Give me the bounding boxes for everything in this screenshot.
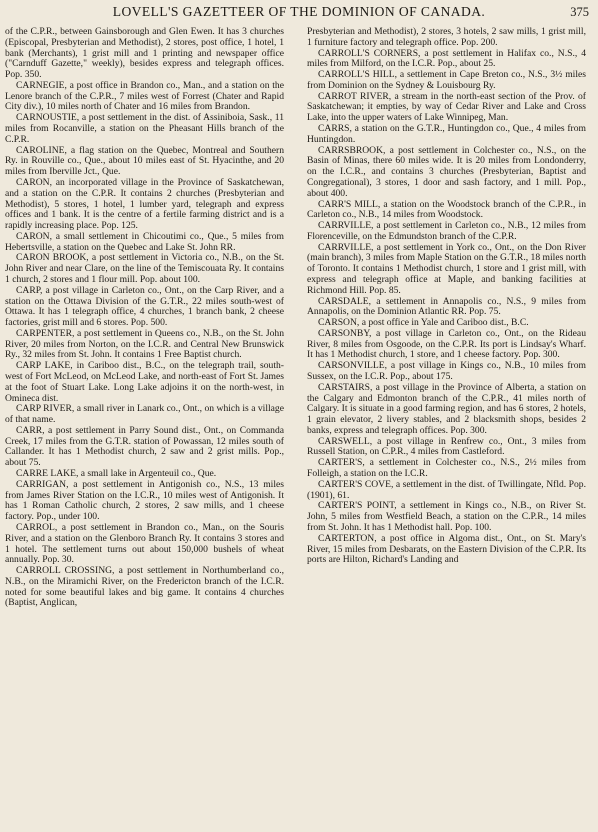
- gazetteer-entry: CARSONBY, a post village in Carleton co., Ont., on the Rideau River, 8 miles from Osgoode, on the C.P.R. Its port is Lindsay's Wharf. It has 1 Methodist church, 1 store, and 1 cheese factory. Pop. 300.: [307, 327, 586, 361]
- gazetteer-entry: CARROT RIVER, a stream in the north-east section of the Prov. of Saskatchewan; it empties, by way of Cedar River and Lake and Cross Lake, into the upper waters of Lake Winnipeg, Man.: [307, 90, 586, 124]
- gazetteer-entry: CARNOUSTIE, a post settlement in the dist. of Assiniboia, Sask., 11 miles from Rocanville, a station on the Pheasant Hills branch of the C.P.R.: [5, 112, 284, 145]
- gazetteer-entry: CARSON, a post office in Yale and Cariboo dist., B.C.: [318, 317, 529, 329]
- gazetteer-entry: CARTER'S POINT, a settlement in Kings co., N.B., on River St. John, 5 miles from Westfield Beach, a station on the C.P.R., 14 miles from St. John. It has 1 Methodist hall. Pop. 100.: [307, 500, 586, 533]
- gazetteer-entry: CARTERTON, a post office in Algoma dist., Ont., on St. Mary's River, 15 miles from Desbarats, on the Eastern Division of the C.P.R. Its ports are Hilton, Richard's Landing and: [307, 532, 586, 566]
- gazetteer-entry: of the C.P.R., between Gainsborough and Glen Ewen. It has 3 churches (Episcopal, Presbyterian and Methodist), 2 stores, post office, 1 hotel, 1 bank (Merchants), 1 grist mill and 1 printing and newspaper office ("Carnduff Gazette," weekly), besides express and telegraph offices. Pop. 350.: [5, 27, 284, 81]
- gazetteer-entry: CARRE LAKE, a small lake in Argenteuil co., Que.: [16, 468, 217, 480]
- gazetteer-entry: CARON, an incorporated village in the Province of Saskatchewan, and a station on the C.P.R. It contains 2 churches (Presbyterian and Methodist), 5 stores, 1 hotel, 1 lumber yard, telegraph and express offices and 1 bank. It is the centre of a fertile farming district and is a rapidly increasing place. Pop. 125.: [5, 176, 284, 232]
- gazetteer-entry: CARRSBROOK, a post settlement in Colchester co., N.S., on the Basin of Minas, there 60 miles wide. It is 20 miles from Londonderry, on the I.C.R., and contains 3 churches (Presbyterian, Baptist and Congregational), 3 stores, 1 door and sash factory, and 1 mill. Pop., about 400.: [307, 144, 586, 199]
- page-number: 375: [570, 5, 589, 19]
- right-column: [307, 27, 586, 827]
- gazetteer-entry: CARR, a post settlement in Parry Sound dist., Ont., on Commanda Creek, 17 miles from the G.T.R. station of Powassan, 12 miles south of Callander. It has 1 Methodist church, 2 saw and 2 grist mills. Pop., about 75.: [5, 424, 284, 469]
- gazetteer-entry: CARP RIVER, a small river in Lanark co., Ont., on which is a village of that name.: [5, 403, 284, 426]
- gazetteer-entry: CARRVILLE, a post settlement in York co., Ont., on the Don River (main branch), 3 miles from Maple Station on the G.T.R., 18 miles north of Toronto. It contains 1 Methodist church, 1 store and 1 grist mill, with express and telegraph office at Maple, and banking facilities at Richmond Hill. Pop. 85.: [307, 241, 586, 296]
- gazetteer-entry: CARROL, a post settlement in Brandon co., Man., on the Souris River, and a station on the Glenboro Branch Ry. It contains 3 stores and 1 hotel. The settlement turns out about 150,000 bushels of wheat annually. Pop. 30.: [5, 521, 284, 566]
- gazetteer-entry: CARROLL CROSSING, a post settlement in Northumberland co., N.B., on the Miramichi River, on the Fredericton branch of the I.C.R. noted for some beautiful lakes and big game. It contains 4 churches (Baptist, Anglican,: [5, 565, 284, 609]
- gazetteer-entry: CARRS, a station on the G.T.R., Huntingdon co., Que., 4 miles from Huntingdon.: [307, 123, 586, 145]
- gazetteer-entry: CARSDALE, a settlement in Annapolis co., N.S., 9 miles from Annapolis, on the Dominion Atlantic RR. Pop. 75.: [307, 295, 586, 318]
- page-header: [0, 0, 598, 24]
- gazetteer-entry: CARSTAIRS, a post village in the Province of Alberta, a station on the Calgary and Edmonton branch of the C.P.R., 41 miles north of Calgary. It is situate in a good farming region, and has 6 stores, 2 hotels, 1 grain elevator, 2 livery stables, and 2 blacksmith shops, besides 2 banks, express and telegraph offices. Pop. 300.: [307, 381, 586, 436]
- left-column: [5, 27, 284, 827]
- gazetteer-entry: Presbyterian and Methodist), 2 stores, 3 hotels, 2 saw mills, 1 grist mill, 1 furniture factory and telegraph office. Pop. 200.: [307, 27, 586, 48]
- gazetteer-entry: CARON BROOK, a post settlement in Victoria co., N.B., on the St. John River and near Clare, on the line of the Temiscouata Ry. It contains 1 church, 2 stores and 1 flour mill. Pop. about 100.: [5, 252, 284, 285]
- gazetteer-entry: CARSWELL, a post village in Renfrew co., Ont., 3 miles from Russell Station, on C.P.R., 4 miles from Castleford.: [307, 435, 586, 458]
- gazetteer-entry: CARP LAKE, in Cariboo dist., B.C., on the telegraph trail, south-west of Fort McLeod, on McLeod Lake, and north-east of Fort St. James at the foot of Stuart Lake. Long Lake adjoins it on the north-west, in Omineca dist.: [5, 360, 284, 404]
- gazetteer-entry: CARTER'S COVE, a settlement in the dist. of Twillingate, Nfld. Pop. (1901), 61.: [307, 478, 586, 501]
- gazetteer-entry: CARRIGAN, a post settlement in Antigonish co., N.S., 13 miles from James River Station on the I.C.R., 10 miles west of Antigonish. It has 1 Roman Catholic church, 2 stores, 2 saw mills, and 1 cheese factory. Pop., under 100.: [5, 478, 284, 523]
- gazetteer-entry: CARNEGIE, a post office in Brandon co., Man., and a station on the Lenore branch of the C.P.R., 7 miles west of Forrest (Chater and Rapid City div.), 10 miles north of Chater and 16 miles from Brandon.: [5, 79, 284, 113]
- gazetteer-entry: CAROLINE, a flag station on the Quebec, Montreal and Southern Ry. in Rouville co., Que., about 10 miles east of St. Hyacinthe, and 20 miles from Iberville Jct., Que.: [5, 144, 284, 178]
- gazetteer-entry: CARRVILLE, a post settlement in Carleton co., N.B., 12 miles from Florenceville, on the Edmundston branch of the C.P.R.: [307, 220, 586, 242]
- gazetteer-entry: CARPENTER, a post settlement in Queens co., N.B., on the St. John River, 20 miles from Norton, on the I.C.R. and Central New Brunswick Ry., 32 miles from St. John. It contains 1 Free Baptist church.: [5, 327, 284, 361]
- gazetteer-entry: CARROLL'S CORNERS, a post settlement in Halifax co., N.S., 4 miles from Milford, on the I.C.R. Pop., about 25.: [307, 47, 586, 70]
- gazetteer-entry: CARTER'S, a settlement in Colchester co., N.S., 2½ miles from Folleigh, a station on the I.C.R.: [307, 457, 586, 480]
- gazetteer-entry: CARON, a small settlement in Chicoutimi co., Que., 5 miles from Hebertsville, a station on the Quebec and Lake St. John RR.: [5, 230, 284, 253]
- gazetteer-entry: CARR'S MILL, a station on the Woodstock branch of the C.P.R., in Carleton co., N.B., 14 miles from Woodstock.: [307, 198, 586, 221]
- gazetteer-entry: CARROLL'S HILL, a settlement in Cape Breton co., N.S., 3½ miles from Dominion on the Sydney & Louisbourg Ry.: [307, 69, 586, 91]
- gazetteer-entry: CARSONVILLE, a post village in Kings co., N.B., 10 miles from Sussex, on the I.C.R. Pop., about 175.: [307, 360, 586, 382]
- gazetteer-entry: CARP, a post village in Carleton co., Ont., on the Carp River, and a station on the Ottawa Division of the G.T.R., 22 miles south-west of Ottawa. It has 1 telegraph office, 4 churches, 1 branch bank, 2 cheese factories, grist mill and 6 stores. Pop. 500.: [5, 284, 284, 329]
- running-title: LOVELL'S GAZETTEER OF THE DOMINION OF CANADA.: [112, 4, 486, 19]
